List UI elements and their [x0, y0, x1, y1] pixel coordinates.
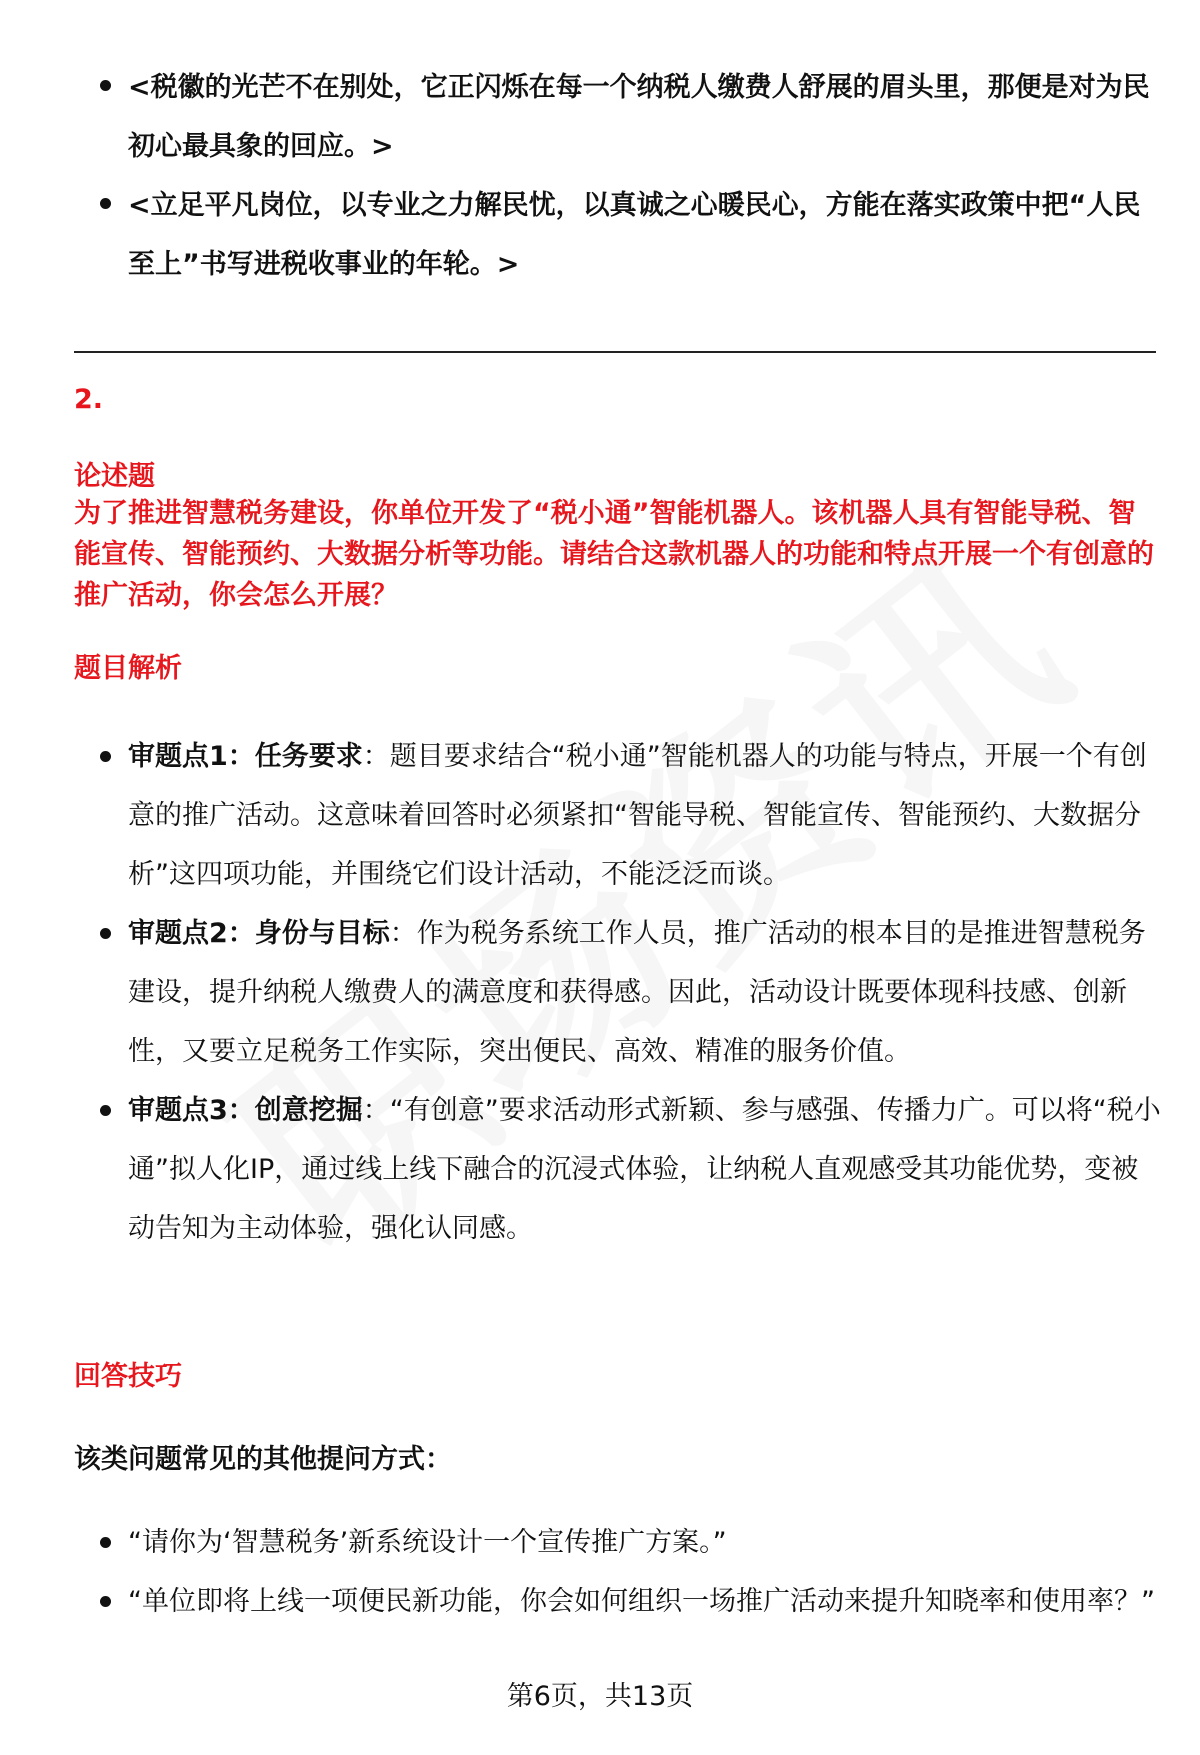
list-item-text: <税徽的光芒不在别处，它正闪烁在每一个纳税人缴费人舒展的眉头里，那便是对为民初心最具象的回应。>	[128, 72, 1150, 162]
bullet-icon	[100, 80, 111, 91]
list-item	[74, 58, 1164, 176]
analysis-text: ：题目要求结合“税小通”智能机器人的功能与特点，开展一个有创意的推广活动。这意味着回答时必须紧扣“智能导税、智能宣传、智能预约、大数据分析”这四项功能，并围绕它们设计活动，不能泛泛而谈。	[128, 741, 1147, 890]
tips-subheading: 该类问题常见的其他提问方式：	[74, 1444, 452, 1475]
list-item	[74, 1572, 1164, 1631]
bullet-icon	[100, 1596, 111, 1607]
bullet-icon	[100, 198, 111, 209]
analysis-text: ：作为税务系统工作人员，推广活动的根本目的是推进智慧税务建设，提升纳税人缴费人的满意度和获得感。因此，活动设计既要体现科技感、创新性，又要立足税务工作实际，突出便民、高效、精准的服务价值。	[128, 918, 1146, 1067]
list-item	[74, 176, 1164, 294]
top-bullet-list	[74, 58, 1164, 294]
analysis-label: 审题点3：创意挖掘	[128, 1095, 363, 1126]
bullet-icon	[100, 751, 111, 762]
section-divider	[74, 351, 1156, 353]
list-item	[74, 727, 1164, 904]
analysis-text: ：“有创意”要求活动形式新颖、参与感强、传播力广。可以将“税小通”拟人化IP，通过线上线下融合的沉浸式体验，让纳税人直观感受其功能优势，变被动告知为主动体验，强化认同感。	[128, 1095, 1161, 1244]
tips-list	[74, 1513, 1164, 1631]
bullet-icon	[100, 928, 111, 939]
list-item-text: “单位即将上线一项便民新功能，你会如何组织一场推广活动来提升知晓率和使用率？”	[128, 1586, 1155, 1617]
list-item	[74, 1081, 1164, 1258]
analysis-list	[74, 727, 1164, 1258]
question-number: 2.	[74, 384, 104, 415]
analysis-label: 审题点1：任务要求	[128, 741, 363, 772]
list-item-text: “请你为‘智慧税务’新系统设计一个宣传推广方案。”	[128, 1527, 727, 1558]
question-type: 论述题	[74, 461, 155, 492]
tips-heading: 回答技巧	[74, 1361, 182, 1392]
question-text: 为了推进智慧税务建设，你单位开发了“税小通”智能机器人。该机器人具有智能导税、智能宣传、智能预约、大数据分析等功能。请结合这款机器人的功能和特点开展一个有创意的推广活动，你会怎么开展？	[74, 498, 1154, 611]
page-footer: 第6页，共13页	[506, 1681, 694, 1712]
list-item-text: <立足平凡岗位，以专业之力解民忧，以真诚之心暖民心，方能在落实政策中把“人民至上”书写进税收事业的年轮。>	[128, 190, 1141, 280]
list-item	[74, 1513, 1164, 1572]
list-item	[74, 904, 1164, 1081]
analysis-heading: 题目解析	[74, 653, 182, 684]
bullet-icon	[100, 1537, 111, 1548]
analysis-label: 审题点2：身份与目标	[128, 918, 390, 949]
bullet-icon	[100, 1105, 111, 1116]
